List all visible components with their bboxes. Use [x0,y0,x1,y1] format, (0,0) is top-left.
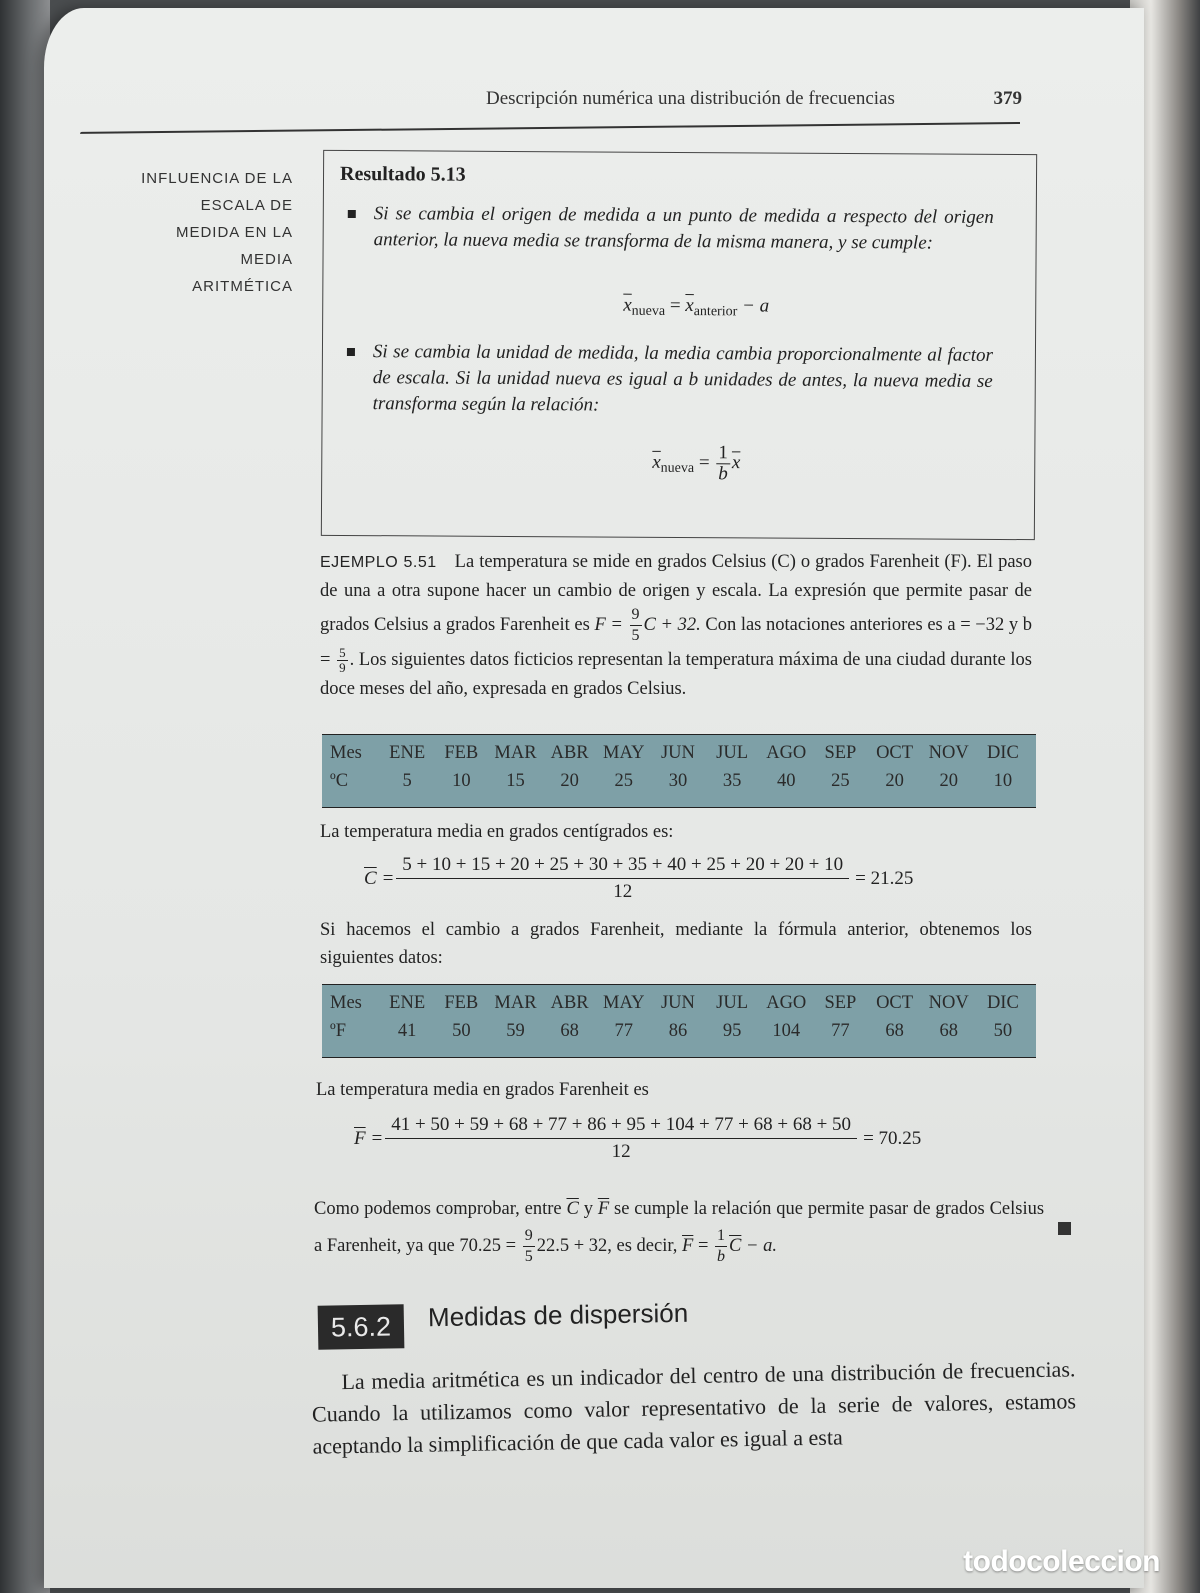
table-row-label: ºC [330,771,349,791]
mean-f-intro: La temperatura media en grados Farenheit es [316,1080,649,1100]
table-month: OCT [876,993,914,1013]
book-spine-left [0,0,50,1593]
table-month: AGO [766,993,807,1013]
margin-note-line: ARITMÉTICA [192,278,293,295]
end-of-example-icon [1058,1222,1071,1235]
fraction-numerator: 9 [630,605,642,626]
table-month: MAR [494,993,537,1013]
table-cell: 10 [452,771,471,791]
header-title: Descripción numérica una distribución de frecuencias [486,88,895,109]
formula-sub: anterior [693,304,738,320]
table-month: ENE [389,743,426,763]
fraction-denominator: 5 [524,1248,533,1265]
table-row-label: ºF [330,1021,347,1041]
transition-text: Si hacemos el cambio a grados Farenheit, mediante la fórmula anterior, obtenemos los siguientes datos: [320,920,1032,968]
table-cell: 68 [885,1021,904,1041]
bullet-text: Si se cambia el origen de medida a un punto de medida a respecto del origen anterior, la nueva media se transforma de la misma manera, y se cumple: [373,203,994,254]
margin-note-line: ESCALA DE [200,197,293,214]
example-paragraph [320,548,1032,703]
table-cell: 35 [722,771,742,791]
margin-note-line: INFLUENCIA DE LA [141,170,293,187]
table-month: DIC [986,993,1019,1013]
formula-f: F = [594,614,623,635]
fraction [715,1226,727,1267]
bullet-square-icon [347,348,355,356]
conclusion-text: − a. [745,1235,777,1256]
conclusion-paragraph [314,1192,1044,1267]
mean-c-formula [364,852,913,905]
table-month: ENE [389,993,426,1013]
conclusion-text: Como podemos comprobar, entre [314,1199,562,1219]
fraction [716,443,730,484]
table-header-label: Mes [330,743,362,763]
section-body: La media aritmética es un indicador del centro de una distribución de frecuencias. Cuando la utilizamos como valor representativo de la serie de valores, estamos aceptando la simplificación de que cada valor es igual a esta [311,1356,1077,1459]
fraction [385,1112,857,1165]
fraction-numerator: 9 [523,1226,535,1247]
example-text: La temperatura se mide en grados Celsius (C) o grados Farenheit (F). El paso de una a otra supone hacer un cambio de origen y escala. La expresión que permite pasar de grados Celsius a grados Farenheit es [320,552,1032,635]
fraction-numerator: 5 + 10 + 15 + 20 + 25 + 30 + 35 + 40 + 25 + 20 + 20 + 10 [396,852,849,879]
table-cell: 86 [668,1021,688,1041]
table-cell: 20 [560,771,579,791]
table-month: FEB [444,743,479,763]
table-cell: 68 [560,1021,579,1041]
table-cell: 50 [993,1021,1013,1041]
table-month: SEP [824,993,857,1013]
example-label: EJEMPLO 5.51 [320,554,437,571]
table-month: OCT [876,743,914,763]
table-cell: 40 [777,771,796,791]
result-box [321,150,1037,540]
table-cell: 41 [397,1021,417,1041]
table-month: FEB [444,993,479,1013]
table-month: ABR [550,993,589,1013]
symbol-c: $\overline{C}$ [566,1199,579,1219]
formula-lhs: $\overline{F}$ = [354,1127,384,1149]
table-cell: 50 [452,1021,471,1041]
table-month: NOV [928,993,969,1013]
fraction-numerator: 1 [715,1226,727,1247]
margin-note-line: MEDIA [240,251,293,268]
table-header-row [330,743,1028,764]
table-header-row [330,993,1028,1014]
table-cell: 25 [614,771,634,791]
fraction [337,646,348,675]
table-month: DIC [986,743,1019,763]
conclusion-text: y [583,1199,593,1219]
example-text: . Los siguientes datos ficticios representan la temperatura máxima de una ciudad durante los doce meses del año, expresada en grados Celsius. [320,650,1032,700]
symbol-f: $\overline{F}$ [597,1199,610,1219]
fraction-denominator: 9 [339,660,346,676]
table-cell: 10 [993,771,1013,791]
table-month: ABR [550,743,589,763]
section-title: Medidas de dispersión [427,1297,689,1333]
fraction-denominator: 5 [631,627,640,644]
conclusion-text: 22.5 + 32, es decir, [536,1235,678,1256]
table-month: JUL [716,743,749,763]
symbol-c: $\overline{C}$ [729,1235,742,1256]
conclusion-text: se cumple la relación que permite pasar de grados Celsius a Farenheit, ya que 70.25 = [314,1199,1045,1256]
result-title: Resultado 5.13 [339,162,466,186]
table-cell: 95 [722,1021,742,1041]
fraction [523,1226,535,1267]
result-bullet-1 [374,201,994,257]
formula-sub: nueva [660,460,695,476]
fraction-numerator: 5 [339,645,346,661]
formula-tail: C + 32. [643,614,701,635]
formula-result: = 21.25 [855,867,914,889]
table-month: SEP [824,743,857,763]
bullet-square-icon [348,210,356,218]
result-bullet-2 [373,339,993,421]
table-cell: 77 [831,1021,850,1041]
fraction-denominator: 12 [613,881,633,902]
table-cell: 30 [668,771,688,791]
table-value-row [330,1021,1028,1042]
table-month: JUN [660,993,695,1013]
table-header-label: Mes [330,993,362,1013]
formula-tail: − a [741,295,770,317]
fraction [630,605,642,646]
fraction-denominator: b [718,463,728,485]
table-value-row [330,771,1028,792]
formula-origin-shift: $\overline{x}_{nueva} = \overline{x}_{anterior} - a$ [623,294,770,320]
formula-sub: nueva [631,303,666,319]
table-cell: 59 [506,1021,525,1041]
farenheit-table [322,984,1036,1058]
formula-result: = 70.25 [863,1127,922,1149]
table-cell: 5 [402,771,412,791]
table-month: JUN [660,743,695,763]
table-cell: 20 [939,771,958,791]
page-number: 379 [993,88,1022,109]
table-month: JUL [716,993,749,1013]
table-cell: 104 [772,1021,801,1041]
watermark-logo: todocoleccion [963,1545,1160,1578]
table-cell: 77 [614,1021,634,1041]
bullet-text: Si se cambia la unidad de medida, la media cambia proporcionalmente al factor de escala. Si la unidad nueva es igual a b unidades de antes, la nueva media se transforma según la relación: [372,341,994,416]
fraction [396,852,849,905]
symbol-f: $\overline{F}$ [682,1235,694,1256]
section-number: 5.6.2 [318,1304,405,1349]
table-month: MAY [603,993,645,1013]
table-month: MAR [494,743,537,763]
fraction-numerator: 41 + 50 + 59 + 68 + 77 + 86 + 95 + 104 + 77 + 68 + 68 + 50 [385,1112,857,1139]
formula-lhs: $\overline{C}$ = [364,867,395,889]
conclusion-text: = [697,1235,709,1256]
table-cell: 25 [831,771,850,791]
table-month: AGO [766,743,807,763]
mean-c-intro: La temperatura media en grados centígrados es: [320,822,674,842]
example-text: Con las notaciones anteriores es a = −32 y b = [320,614,1033,670]
table-month: NOV [928,743,969,763]
fraction-denominator: 12 [611,1141,631,1162]
celsius-table [322,734,1036,808]
margin-note [128,165,293,300]
fraction-numerator: 1 [716,443,730,464]
formula-scale-change: $\overline{x}_{nueva}$ = $\frac{1}{b}$ $\overline{x}$ [652,442,741,485]
table-cell: 68 [939,1021,958,1041]
margin-note-line: MEDIDA EN LA [175,224,293,241]
table-cell: 20 [885,771,904,791]
fraction-denominator: b [717,1248,726,1265]
mean-f-formula [354,1112,921,1165]
table-cell: 15 [506,771,525,791]
table-month: MAY [603,743,645,763]
